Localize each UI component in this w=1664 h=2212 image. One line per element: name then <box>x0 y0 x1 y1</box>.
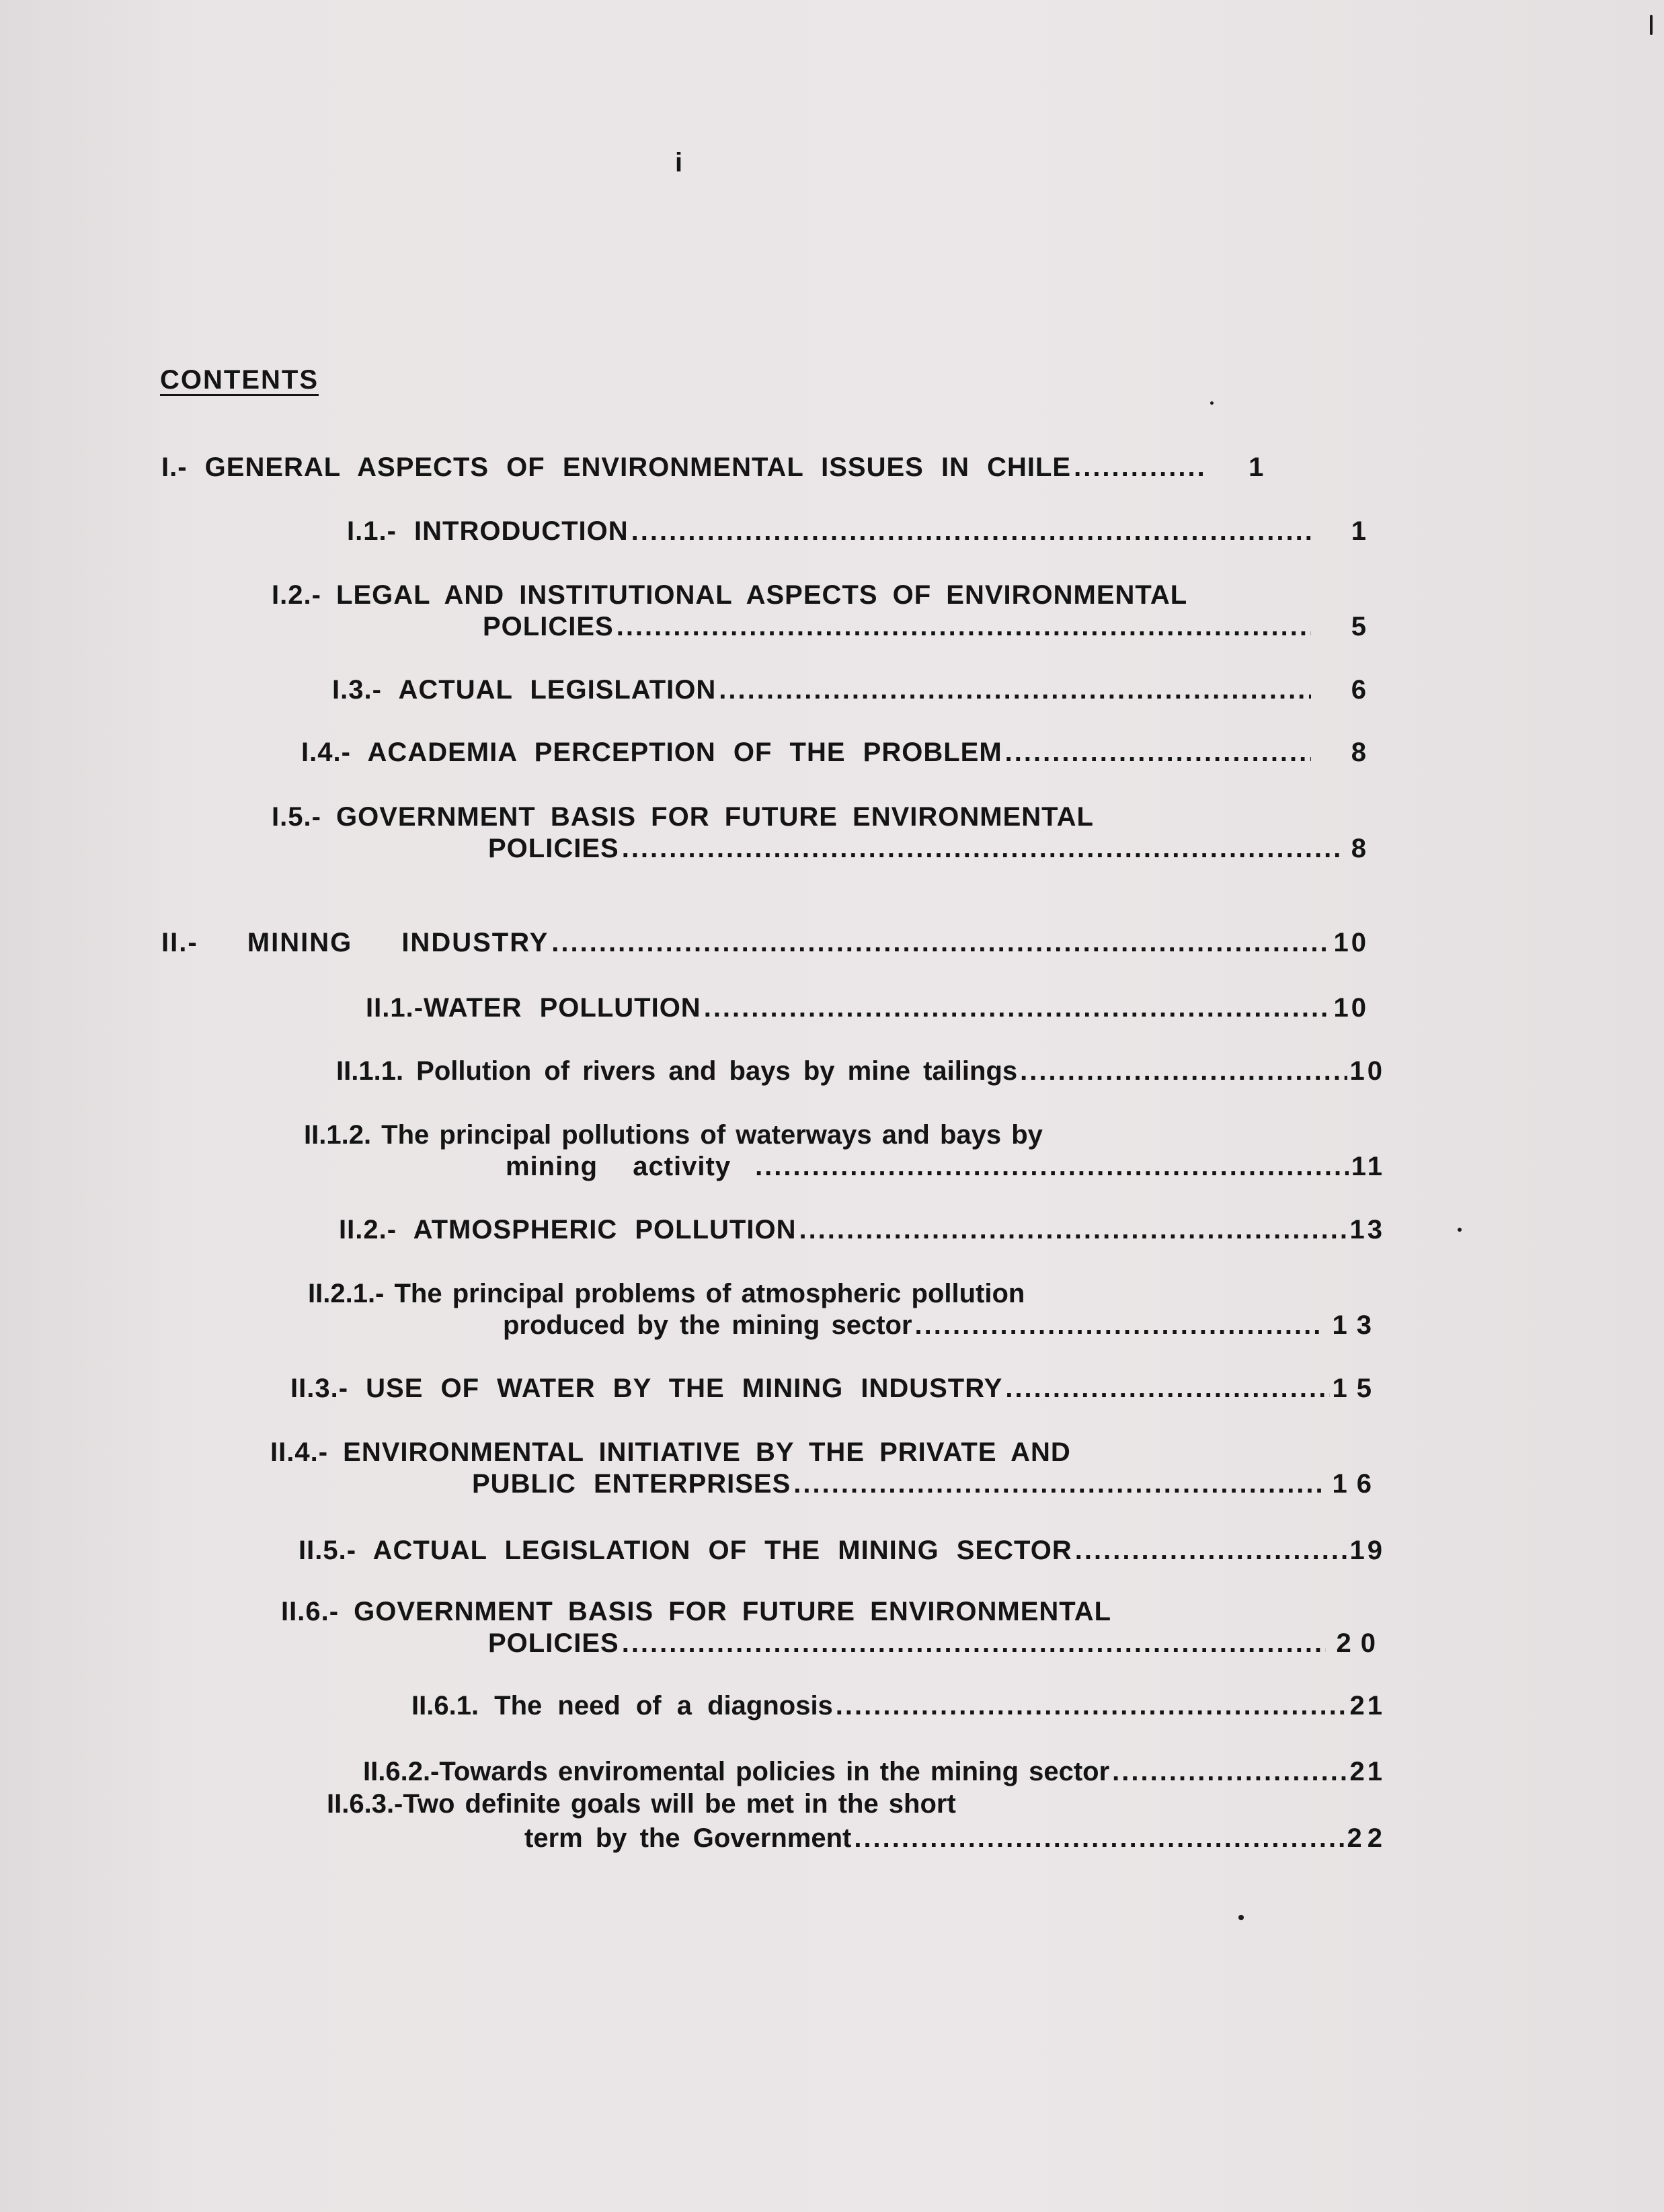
toc-entry-2-2-1-line1: II.2.1.- The principal problems of atmospheric pollution <box>308 1279 1025 1308</box>
leader-dots <box>915 1310 1322 1341</box>
toc-entry-2-6[interactable] <box>488 1628 1385 1659</box>
toc-entry-text: II.6.1. The need of a diagnosis <box>411 1691 833 1721</box>
leader-dots <box>551 927 1331 958</box>
toc-page-number: 10 <box>1333 928 1369 957</box>
leader-dots <box>622 1628 1326 1659</box>
toc-page-number: 20 <box>1336 1628 1385 1658</box>
toc-entry-1-5[interactable] <box>488 833 1369 864</box>
toc-entry-2-2[interactable] <box>339 1214 1385 1245</box>
toc-entry-1-5-line1: I.5.- GOVERNMENT BASIS FOR FUTURE ENVIRONMENTAL <box>272 802 1094 832</box>
toc-page-number: 8 <box>1351 834 1369 863</box>
leader-dots <box>704 992 1331 1023</box>
toc-entry-text: II.5.- ACTUAL LEGISLATION OF THE MINING SECTOR <box>299 1536 1072 1565</box>
leader-dots <box>1075 1535 1347 1566</box>
toc-entry-text: II.2.- ATMOSPHERIC POLLUTION <box>339 1215 797 1245</box>
leader-dots <box>719 674 1310 705</box>
toc-entry-text: produced by the mining sector <box>503 1310 912 1340</box>
toc-entry-2-1-2[interactable] <box>506 1151 1385 1182</box>
toc-entry-text: mining activity <box>506 1152 731 1181</box>
toc-entry-text: II.1.1. Pollution of rivers and bays by mine tailings <box>336 1056 1018 1086</box>
scan-speck <box>1238 1915 1244 1920</box>
toc-entry-text: II.3.- USE OF WATER BY THE MINING INDUSTRY <box>290 1374 1003 1403</box>
leader-dots <box>793 1468 1321 1499</box>
toc-entry-text: I.1.- INTRODUCTION <box>347 516 629 546</box>
toc-entry-text: II.6.2.-Towards enviromental policies in the mining sector <box>363 1757 1110 1786</box>
leader-dots <box>1074 452 1208 483</box>
toc-entry-2-4-line1: II.4.- ENVIRONMENTAL INITIATIVE BY THE PRIVATE AND <box>270 1437 1071 1467</box>
page-number: i <box>675 148 683 177</box>
toc-entry-text: PUBLIC ENTERPRISES <box>472 1469 791 1499</box>
leader-dots <box>622 833 1341 864</box>
leader-dots <box>1005 1373 1329 1404</box>
leader-dots <box>755 1151 1349 1182</box>
toc-entry-2-4[interactable] <box>472 1468 1381 1499</box>
leader-dots <box>854 1823 1344 1854</box>
leader-dots <box>617 611 1311 642</box>
toc-entry-2-3[interactable] <box>290 1373 1381 1404</box>
toc-entry-1-3[interactable] <box>332 674 1369 705</box>
toc-entry-1-2-line1: I.2.- LEGAL AND INSTITUTIONAL ASPECTS OF ENVIRONMENTAL <box>272 580 1188 610</box>
leader-dots <box>1005 737 1311 768</box>
toc-entry-2-1[interactable] <box>366 992 1369 1023</box>
toc-entry-2-6-3-line1: II.6.3.-Two definite goals will be met in the short <box>327 1789 956 1819</box>
leader-dots <box>1020 1056 1347 1087</box>
toc-entry-2-6-line1: II.6.- GOVERNMENT BASIS FOR FUTURE ENVIRONMENTAL <box>281 1597 1112 1626</box>
toc-entry-2-6-2[interactable] <box>363 1756 1385 1787</box>
toc-page-number: 10 <box>1349 1056 1385 1086</box>
toc-page-number: 19 <box>1349 1536 1385 1565</box>
leader-dots <box>631 516 1311 547</box>
toc-page-number: 1 <box>1351 516 1369 546</box>
toc-entry-2-1-2-line1: II.1.2. The principal pollutions of waterways and bays by <box>304 1120 1043 1150</box>
toc-page-number: 13 <box>1349 1215 1385 1245</box>
scan-speck <box>1650 15 1653 35</box>
toc-entry-text: II.1.-WATER POLLUTION <box>366 993 701 1023</box>
toc-entry-2-5[interactable] <box>299 1535 1385 1566</box>
leader-dots <box>799 1214 1347 1245</box>
toc-entry-1-4[interactable] <box>301 737 1369 768</box>
toc-page-number: 15 <box>1332 1374 1381 1403</box>
toc-page-number: 21 <box>1349 1691 1385 1721</box>
toc-entry-2-6-1[interactable] <box>411 1690 1385 1721</box>
toc-page-number: 6 <box>1351 675 1369 705</box>
toc-entry-text: I.- GENERAL ASPECTS OF ENVIRONMENTAL ISSUES IN CHILE <box>161 452 1072 482</box>
toc-page-number: 8 <box>1351 738 1369 767</box>
toc-page-number: 5 <box>1351 612 1369 641</box>
scan-speck <box>1210 401 1214 405</box>
toc-entry-2-1-1[interactable] <box>336 1056 1385 1087</box>
toc-page-number: 22 <box>1347 1823 1388 1853</box>
toc-entry-1-2[interactable] <box>483 611 1369 642</box>
toc-entry-2[interactable] <box>161 927 1369 958</box>
toc-page-number: 16 <box>1332 1469 1381 1499</box>
toc-page-number: 10 <box>1333 993 1369 1023</box>
leader-dots <box>1112 1756 1347 1787</box>
toc-entry-2-6-3[interactable] <box>524 1823 1388 1854</box>
toc-page-number: 11 <box>1351 1152 1385 1181</box>
toc-entry-text: I.3.- ACTUAL LEGISLATION <box>332 675 717 705</box>
toc-entry-1-1[interactable] <box>347 516 1369 547</box>
toc-page-number: 13 <box>1332 1310 1381 1340</box>
leader-dots <box>836 1690 1347 1721</box>
toc-entry-text: POLICIES <box>488 834 619 863</box>
toc-page-number: 21 <box>1349 1757 1385 1786</box>
toc-entry-text: I.4.- ACADEMIA PERCEPTION OF THE PROBLEM <box>301 738 1002 767</box>
toc-entry-text: II.- MINING INDUSTRY <box>161 928 549 957</box>
toc-entry-2-2-1[interactable] <box>503 1310 1381 1341</box>
contents-heading: CONTENTS <box>160 365 319 395</box>
toc-page-number: 1 <box>1249 452 1267 482</box>
toc-entry-1[interactable] <box>161 452 1369 483</box>
toc-entry-text: POLICIES <box>488 1628 619 1658</box>
toc-entry-text: POLICIES <box>483 612 614 641</box>
toc-entry-text: term by the Government <box>524 1823 852 1853</box>
scan-speck <box>1458 1228 1462 1232</box>
